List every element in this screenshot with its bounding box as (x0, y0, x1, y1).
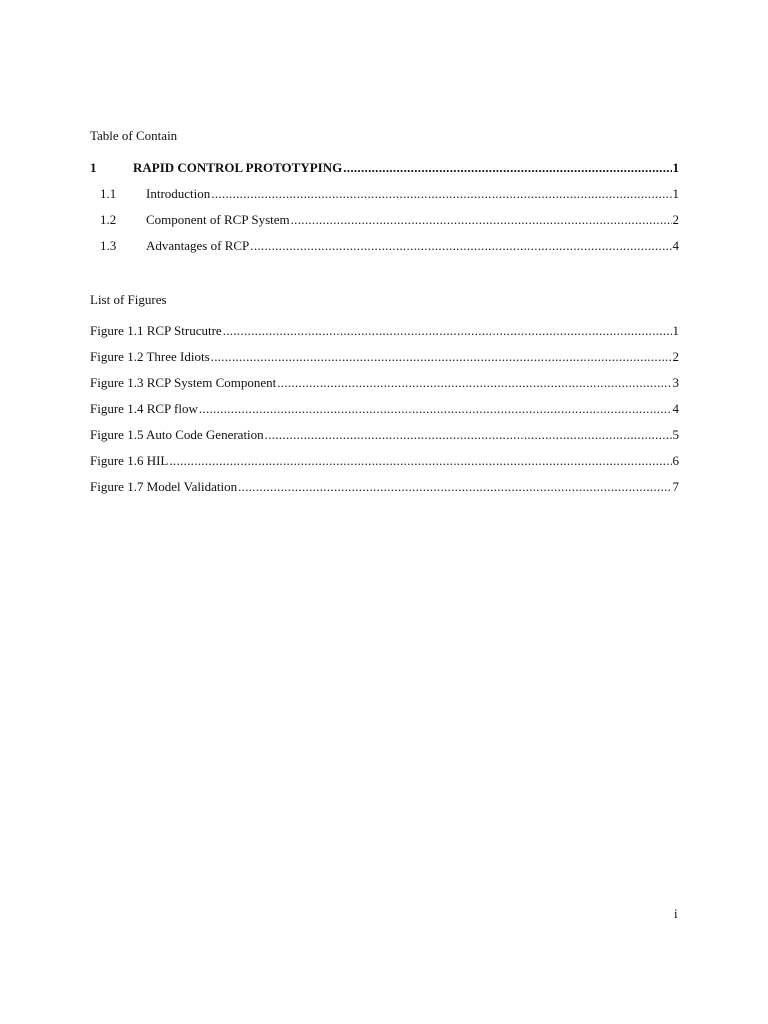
dot-leader (211, 349, 672, 365)
figure-entry-title: Figure 1.4 RCP flow (90, 401, 198, 416)
dot-leader (265, 427, 672, 443)
toc-entry[interactable] (90, 160, 679, 176)
figure-entry[interactable] (90, 323, 679, 339)
toc-entry[interactable] (90, 186, 679, 202)
figure-entry-title: Figure 1.7 Model Validation (90, 479, 238, 494)
toc-entry-page: 1 (672, 160, 679, 175)
figure-entry-title: Figure 1.5 Auto Code Generation (90, 427, 264, 442)
figure-entry-page: 5 (672, 427, 679, 442)
figures-heading: List of Figures (90, 292, 167, 307)
dot-leader (199, 401, 672, 417)
figure-entry[interactable] (90, 401, 679, 417)
toc-entry-number: 1.2 (100, 212, 117, 227)
figure-entry[interactable] (90, 479, 679, 495)
toc-entry[interactable] (90, 238, 679, 254)
dot-leader (211, 186, 671, 202)
toc-entry-number: 1 (90, 160, 97, 175)
toc-heading: Table of Contain (90, 128, 178, 143)
figure-entry-page: 1 (672, 323, 679, 338)
figure-entry-page: 3 (672, 375, 679, 390)
toc-entry-number: 1.1 (100, 186, 117, 201)
figure-entry[interactable] (90, 453, 679, 469)
dot-leader (169, 453, 671, 469)
figure-entry-page: 7 (672, 479, 679, 494)
toc-entry-page: 4 (672, 238, 679, 253)
dot-leader (291, 212, 672, 228)
dot-leader (238, 479, 671, 495)
figure-entry-title: Figure 1.2 Three Idiots (90, 349, 210, 364)
toc-entry-title: Introduction (146, 186, 211, 201)
dot-leader (343, 160, 671, 176)
dot-leader (223, 323, 672, 339)
figure-entry[interactable] (90, 427, 679, 443)
figure-entry[interactable] (90, 349, 679, 365)
toc-entry-number: 1.3 (100, 238, 117, 253)
dot-leader (250, 238, 671, 254)
toc-entry-title: Advantages of RCP (146, 238, 250, 253)
figure-entry-page: 6 (672, 453, 679, 468)
toc-entry-page: 1 (672, 186, 679, 201)
toc-entry[interactable] (90, 212, 679, 228)
figure-entry-title: Figure 1.6 HIL (90, 453, 169, 468)
toc-entry-title: Component of RCP System (146, 212, 290, 227)
figure-entry-page: 2 (672, 349, 679, 364)
page-number: i (674, 906, 678, 921)
figure-entry-page: 4 (672, 401, 679, 416)
figure-entry[interactable] (90, 375, 679, 391)
toc-entry-title: RAPID CONTROL PROTOTYPING (133, 160, 343, 175)
toc-entry-page: 2 (672, 212, 679, 227)
figure-entry-title: Figure 1.3 RCP System Component (90, 375, 277, 390)
figure-entry-title: Figure 1.1 RCP Strucutre (90, 323, 222, 338)
dot-leader (277, 375, 671, 391)
